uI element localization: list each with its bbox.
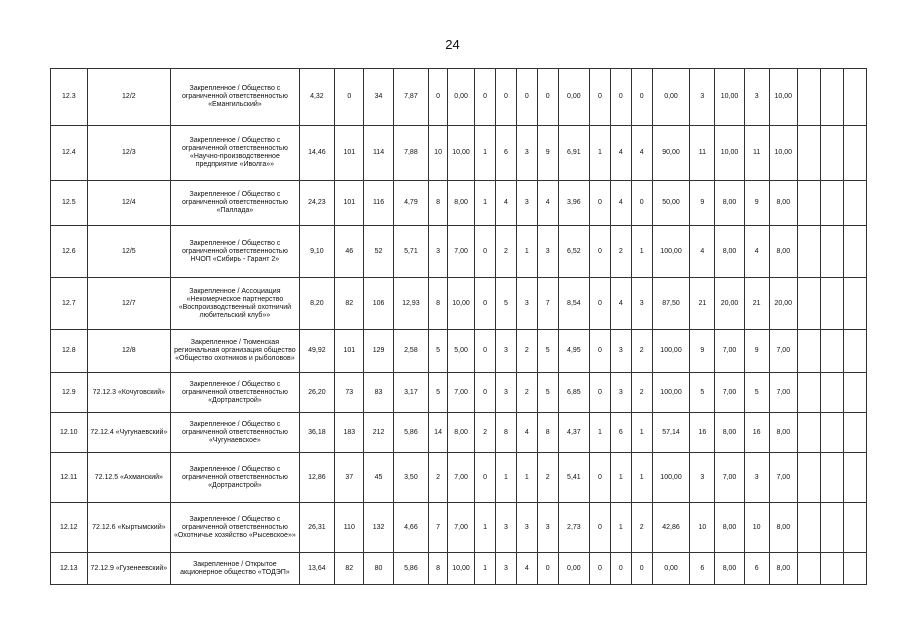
value-cell: 10 xyxy=(744,503,769,553)
value-cell: 4 xyxy=(744,226,769,278)
value-cell: 3 xyxy=(496,373,517,413)
value-cell: 0 xyxy=(475,453,496,503)
value-cell xyxy=(797,453,820,503)
value-cell: 5,86 xyxy=(393,553,429,585)
value-cell: 11 xyxy=(744,126,769,181)
value-cell: 3 xyxy=(516,503,537,553)
value-cell: 4 xyxy=(690,226,715,278)
value-cell: 3 xyxy=(516,181,537,226)
value-cell: 106 xyxy=(364,278,393,330)
value-cell: 82 xyxy=(335,278,364,330)
value-cell: 5 xyxy=(496,278,517,330)
value-cell: 82 xyxy=(335,553,364,585)
value-cell: 87,50 xyxy=(652,278,690,330)
value-cell: 1 xyxy=(475,503,496,553)
value-cell: 0,00 xyxy=(558,553,589,585)
value-cell xyxy=(797,373,820,413)
value-cell: 0 xyxy=(475,373,496,413)
value-cell: 0,00 xyxy=(652,69,690,126)
value-cell: 4,37 xyxy=(558,413,589,453)
value-cell: 1 xyxy=(516,226,537,278)
value-cell: 50,00 xyxy=(652,181,690,226)
value-cell: 0 xyxy=(537,69,558,126)
value-cell: 116 xyxy=(364,181,393,226)
value-cell: 73 xyxy=(335,373,364,413)
value-cell: 3 xyxy=(496,330,517,373)
value-cell: 8 xyxy=(429,553,448,585)
value-cell: 0 xyxy=(475,278,496,330)
owner-description-cell: Закрепленное / Общество с ограниченной ответственностью «Дортранстрой» xyxy=(171,453,300,503)
value-cell: 42,86 xyxy=(652,503,690,553)
value-cell: 1 xyxy=(475,553,496,585)
table-row xyxy=(51,181,867,226)
value-cell xyxy=(797,126,820,181)
value-cell: 5,41 xyxy=(558,453,589,503)
row-number-cell: 12.9 xyxy=(51,373,88,413)
value-cell: 6,91 xyxy=(558,126,589,181)
value-cell xyxy=(797,181,820,226)
value-cell xyxy=(843,413,866,453)
value-cell: 10,00 xyxy=(769,69,797,126)
value-cell: 0 xyxy=(335,69,364,126)
value-cell: 8,00 xyxy=(447,413,474,453)
value-cell: 7,00 xyxy=(715,373,744,413)
value-cell: 49,92 xyxy=(299,330,335,373)
value-cell xyxy=(820,553,843,585)
value-cell: 14 xyxy=(429,413,448,453)
value-cell: 183 xyxy=(335,413,364,453)
value-cell: 3 xyxy=(537,226,558,278)
value-cell: 4 xyxy=(610,181,631,226)
value-cell: 2 xyxy=(496,226,517,278)
owner-description-cell: Закрепленное / Общество с ограниченной ответственностью НЧОП «Сибирь - Гарант 2» xyxy=(171,226,300,278)
value-cell: 7,00 xyxy=(715,330,744,373)
owner-description-cell: Закрепленное / Общество с ограниченной ответственностью «Охотничье хозяйство «Рысевское»» xyxy=(171,503,300,553)
value-cell: 4 xyxy=(610,126,631,181)
value-cell: 101 xyxy=(335,181,364,226)
value-cell: 3 xyxy=(537,503,558,553)
value-cell: 8,54 xyxy=(558,278,589,330)
value-cell: 1 xyxy=(631,413,652,453)
table-row xyxy=(51,503,867,553)
ground-code-cell: 12/5 xyxy=(87,226,171,278)
value-cell: 37 xyxy=(335,453,364,503)
table-row xyxy=(51,126,867,181)
value-cell: 5 xyxy=(429,373,448,413)
value-cell: 9 xyxy=(690,181,715,226)
value-cell: 7,00 xyxy=(715,453,744,503)
value-cell: 9 xyxy=(744,330,769,373)
value-cell: 7,87 xyxy=(393,69,429,126)
owner-description-cell: Закрепленное / Тюменская региональная организация общество «Общество охотников и рыболовов» xyxy=(171,330,300,373)
value-cell xyxy=(820,413,843,453)
value-cell: 0 xyxy=(590,330,611,373)
value-cell: 8,00 xyxy=(769,553,797,585)
value-cell xyxy=(843,503,866,553)
value-cell: 1 xyxy=(516,453,537,503)
value-cell: 26,31 xyxy=(299,503,335,553)
value-cell: 3 xyxy=(744,69,769,126)
table-row xyxy=(51,226,867,278)
value-cell: 4 xyxy=(516,413,537,453)
value-cell: 1 xyxy=(631,453,652,503)
value-cell: 7,00 xyxy=(447,373,474,413)
value-cell: 8,00 xyxy=(715,413,744,453)
value-cell: 3 xyxy=(610,373,631,413)
value-cell: 5 xyxy=(429,330,448,373)
owner-description-cell: Закрепленное / Открытое акционерное общество «ТОДЭП» xyxy=(171,553,300,585)
row-number-cell: 12.4 xyxy=(51,126,88,181)
value-cell: 5,71 xyxy=(393,226,429,278)
value-cell: 20,00 xyxy=(715,278,744,330)
value-cell: 1 xyxy=(475,126,496,181)
value-cell: 9 xyxy=(537,126,558,181)
value-cell: 12,86 xyxy=(299,453,335,503)
value-cell: 0 xyxy=(475,69,496,126)
value-cell: 4 xyxy=(610,278,631,330)
value-cell: 24,23 xyxy=(299,181,335,226)
value-cell: 1 xyxy=(610,453,631,503)
value-cell: 6 xyxy=(610,413,631,453)
value-cell: 0 xyxy=(516,69,537,126)
value-cell: 14,46 xyxy=(299,126,335,181)
value-cell: 0 xyxy=(590,553,611,585)
value-cell: 1 xyxy=(475,181,496,226)
value-cell: 8 xyxy=(429,278,448,330)
value-cell: 4 xyxy=(516,553,537,585)
row-number-cell: 12.13 xyxy=(51,553,88,585)
value-cell: 101 xyxy=(335,330,364,373)
value-cell: 8,00 xyxy=(769,503,797,553)
owner-description-cell: Закрепленное / Общество с ограниченной ответственностью «Паллада» xyxy=(171,181,300,226)
table-row xyxy=(51,330,867,373)
value-cell: 8 xyxy=(537,413,558,453)
value-cell: 0 xyxy=(610,69,631,126)
value-cell: 6 xyxy=(744,553,769,585)
value-cell: 3 xyxy=(610,330,631,373)
value-cell: 2 xyxy=(429,453,448,503)
value-cell: 7,88 xyxy=(393,126,429,181)
value-cell: 3,17 xyxy=(393,373,429,413)
value-cell: 0,00 xyxy=(447,69,474,126)
value-cell: 132 xyxy=(364,503,393,553)
value-cell: 6,52 xyxy=(558,226,589,278)
ground-code-cell: 72.12.5 «Ахманский» xyxy=(87,453,171,503)
value-cell: 7,00 xyxy=(769,373,797,413)
value-cell: 8,00 xyxy=(447,181,474,226)
table-body xyxy=(51,69,867,585)
value-cell: 8,00 xyxy=(715,503,744,553)
value-cell: 9 xyxy=(744,181,769,226)
value-cell xyxy=(843,330,866,373)
value-cell: 80 xyxy=(364,553,393,585)
value-cell: 20,00 xyxy=(769,278,797,330)
value-cell: 3 xyxy=(516,278,537,330)
value-cell: 0,00 xyxy=(558,69,589,126)
row-number-cell: 12.10 xyxy=(51,413,88,453)
value-cell: 10 xyxy=(690,503,715,553)
value-cell: 4 xyxy=(496,181,517,226)
value-cell: 0 xyxy=(631,553,652,585)
value-cell: 1 xyxy=(590,413,611,453)
value-cell: 16 xyxy=(690,413,715,453)
value-cell: 114 xyxy=(364,126,393,181)
value-cell xyxy=(797,553,820,585)
ground-code-cell: 72.12.9 «Гузенеевский» xyxy=(87,553,171,585)
value-cell xyxy=(797,503,820,553)
value-cell: 10,00 xyxy=(769,126,797,181)
value-cell: 2 xyxy=(516,330,537,373)
value-cell: 0 xyxy=(590,373,611,413)
value-cell xyxy=(843,126,866,181)
value-cell: 6 xyxy=(690,553,715,585)
value-cell: 13,64 xyxy=(299,553,335,585)
value-cell: 12,93 xyxy=(393,278,429,330)
value-cell: 3 xyxy=(496,553,517,585)
value-cell: 2,58 xyxy=(393,330,429,373)
value-cell: 0 xyxy=(590,503,611,553)
value-cell: 5 xyxy=(744,373,769,413)
row-number-cell: 12.8 xyxy=(51,330,88,373)
value-cell: 4 xyxy=(537,181,558,226)
owner-description-cell: Закрепленное / Общество с ограниченной ответственностью «Научно-производственное предприятие «Иволга»» xyxy=(171,126,300,181)
value-cell: 10,00 xyxy=(715,126,744,181)
value-cell: 100,00 xyxy=(652,330,690,373)
value-cell: 0 xyxy=(631,181,652,226)
value-cell xyxy=(820,69,843,126)
ground-code-cell: 72.12.4 «Чугунаевский» xyxy=(87,413,171,453)
value-cell: 0 xyxy=(475,330,496,373)
value-cell: 2 xyxy=(537,453,558,503)
ground-code-cell: 12/8 xyxy=(87,330,171,373)
value-cell: 8,00 xyxy=(769,181,797,226)
value-cell: 3,50 xyxy=(393,453,429,503)
value-cell: 5 xyxy=(537,330,558,373)
value-cell: 10,00 xyxy=(715,69,744,126)
table-row xyxy=(51,373,867,413)
value-cell: 10,00 xyxy=(447,278,474,330)
hunting-grounds-table xyxy=(50,68,867,585)
value-cell: 45 xyxy=(364,453,393,503)
value-cell: 1 xyxy=(631,226,652,278)
value-cell: 21 xyxy=(744,278,769,330)
value-cell: 0 xyxy=(590,181,611,226)
row-number-cell: 12.7 xyxy=(51,278,88,330)
value-cell: 2,73 xyxy=(558,503,589,553)
value-cell xyxy=(843,373,866,413)
value-cell: 6,85 xyxy=(558,373,589,413)
value-cell: 2 xyxy=(631,373,652,413)
value-cell: 7,00 xyxy=(447,453,474,503)
value-cell xyxy=(820,181,843,226)
value-cell xyxy=(797,413,820,453)
value-cell: 10,00 xyxy=(447,126,474,181)
value-cell: 4 xyxy=(631,126,652,181)
value-cell: 9 xyxy=(690,330,715,373)
table-row xyxy=(51,453,867,503)
value-cell: 10 xyxy=(429,126,448,181)
ground-code-cell: 12/2 xyxy=(87,69,171,126)
value-cell xyxy=(820,373,843,413)
value-cell: 34 xyxy=(364,69,393,126)
row-number-cell: 12.3 xyxy=(51,69,88,126)
row-number-cell: 12.12 xyxy=(51,503,88,553)
value-cell: 212 xyxy=(364,413,393,453)
value-cell: 3 xyxy=(496,503,517,553)
value-cell: 0,00 xyxy=(652,553,690,585)
ground-code-cell: 12/3 xyxy=(87,126,171,181)
value-cell: 8,00 xyxy=(715,226,744,278)
value-cell xyxy=(820,226,843,278)
table-row xyxy=(51,278,867,330)
value-cell: 8 xyxy=(496,413,517,453)
value-cell xyxy=(843,553,866,585)
owner-description-cell: Закрепленное / Общество с ограниченной ответственностью «Емангильский» xyxy=(171,69,300,126)
value-cell: 5 xyxy=(690,373,715,413)
value-cell: 0 xyxy=(610,553,631,585)
value-cell: 3 xyxy=(631,278,652,330)
value-cell: 21 xyxy=(690,278,715,330)
owner-description-cell: Закрепленное / Общество с ограниченной ответственностью «Дортранстрой» xyxy=(171,373,300,413)
value-cell: 11 xyxy=(690,126,715,181)
value-cell: 16 xyxy=(744,413,769,453)
value-cell: 110 xyxy=(335,503,364,553)
value-cell: 101 xyxy=(335,126,364,181)
value-cell: 36,18 xyxy=(299,413,335,453)
value-cell xyxy=(843,278,866,330)
value-cell: 2 xyxy=(516,373,537,413)
value-cell: 0 xyxy=(537,553,558,585)
ground-code-cell: 12/7 xyxy=(87,278,171,330)
value-cell xyxy=(843,181,866,226)
table-row xyxy=(51,553,867,585)
value-cell: 0 xyxy=(590,226,611,278)
value-cell xyxy=(820,278,843,330)
value-cell: 1 xyxy=(610,503,631,553)
value-cell: 57,14 xyxy=(652,413,690,453)
value-cell: 3,96 xyxy=(558,181,589,226)
value-cell: 0 xyxy=(590,69,611,126)
value-cell: 4,95 xyxy=(558,330,589,373)
value-cell xyxy=(820,453,843,503)
value-cell: 0 xyxy=(496,69,517,126)
value-cell: 8,00 xyxy=(769,226,797,278)
value-cell xyxy=(820,126,843,181)
value-cell: 7 xyxy=(429,503,448,553)
table-row xyxy=(51,69,867,126)
value-cell: 5 xyxy=(537,373,558,413)
value-cell: 8 xyxy=(429,181,448,226)
value-cell xyxy=(797,330,820,373)
value-cell: 4,79 xyxy=(393,181,429,226)
value-cell: 2 xyxy=(631,330,652,373)
value-cell: 0 xyxy=(429,69,448,126)
value-cell: 7,00 xyxy=(447,503,474,553)
value-cell: 52 xyxy=(364,226,393,278)
value-cell xyxy=(843,69,866,126)
value-cell xyxy=(820,330,843,373)
value-cell: 10,00 xyxy=(447,553,474,585)
value-cell: 3 xyxy=(690,453,715,503)
value-cell: 8,00 xyxy=(715,181,744,226)
value-cell: 6 xyxy=(496,126,517,181)
page-number: 24 xyxy=(445,37,460,52)
value-cell: 5,00 xyxy=(447,330,474,373)
value-cell: 3 xyxy=(690,69,715,126)
value-cell: 7 xyxy=(537,278,558,330)
value-cell xyxy=(797,226,820,278)
value-cell: 129 xyxy=(364,330,393,373)
value-cell: 2 xyxy=(610,226,631,278)
value-cell: 1 xyxy=(590,126,611,181)
value-cell: 0 xyxy=(590,278,611,330)
owner-description-cell: Закрепленное / Ассоциация «Некомерческое партнерство «Воспроизводственный охотничий любительский клуб»» xyxy=(171,278,300,330)
value-cell: 46 xyxy=(335,226,364,278)
value-cell xyxy=(797,278,820,330)
table-row xyxy=(51,413,867,453)
value-cell: 100,00 xyxy=(652,373,690,413)
value-cell: 7,00 xyxy=(769,453,797,503)
value-cell: 2 xyxy=(475,413,496,453)
value-cell: 100,00 xyxy=(652,453,690,503)
value-cell xyxy=(797,69,820,126)
value-cell: 90,00 xyxy=(652,126,690,181)
ground-code-cell: 72.12.3 «Кочуговский» xyxy=(87,373,171,413)
value-cell: 7,00 xyxy=(447,226,474,278)
value-cell: 9,10 xyxy=(299,226,335,278)
value-cell: 0 xyxy=(475,226,496,278)
ground-code-cell: 72.12.6 «Кыртымский» xyxy=(87,503,171,553)
value-cell: 3 xyxy=(429,226,448,278)
value-cell: 2 xyxy=(631,503,652,553)
value-cell: 100,00 xyxy=(652,226,690,278)
owner-description-cell: Закрепленное / Общество с ограниченной ответственностью «Чугунаевское» xyxy=(171,413,300,453)
ground-code-cell: 12/4 xyxy=(87,181,171,226)
value-cell: 3 xyxy=(516,126,537,181)
value-cell: 1 xyxy=(496,453,517,503)
value-cell: 4,66 xyxy=(393,503,429,553)
value-cell: 3 xyxy=(744,453,769,503)
value-cell: 7,00 xyxy=(769,330,797,373)
value-cell: 5,86 xyxy=(393,413,429,453)
row-number-cell: 12.5 xyxy=(51,181,88,226)
value-cell: 83 xyxy=(364,373,393,413)
value-cell xyxy=(820,503,843,553)
value-cell: 8,00 xyxy=(715,553,744,585)
value-cell: 26,20 xyxy=(299,373,335,413)
value-cell: 4,32 xyxy=(299,69,335,126)
value-cell: 0 xyxy=(631,69,652,126)
row-number-cell: 12.11 xyxy=(51,453,88,503)
value-cell: 0 xyxy=(590,453,611,503)
value-cell xyxy=(843,226,866,278)
value-cell: 8,00 xyxy=(769,413,797,453)
row-number-cell: 12.6 xyxy=(51,226,88,278)
value-cell: 8,20 xyxy=(299,278,335,330)
value-cell xyxy=(843,453,866,503)
